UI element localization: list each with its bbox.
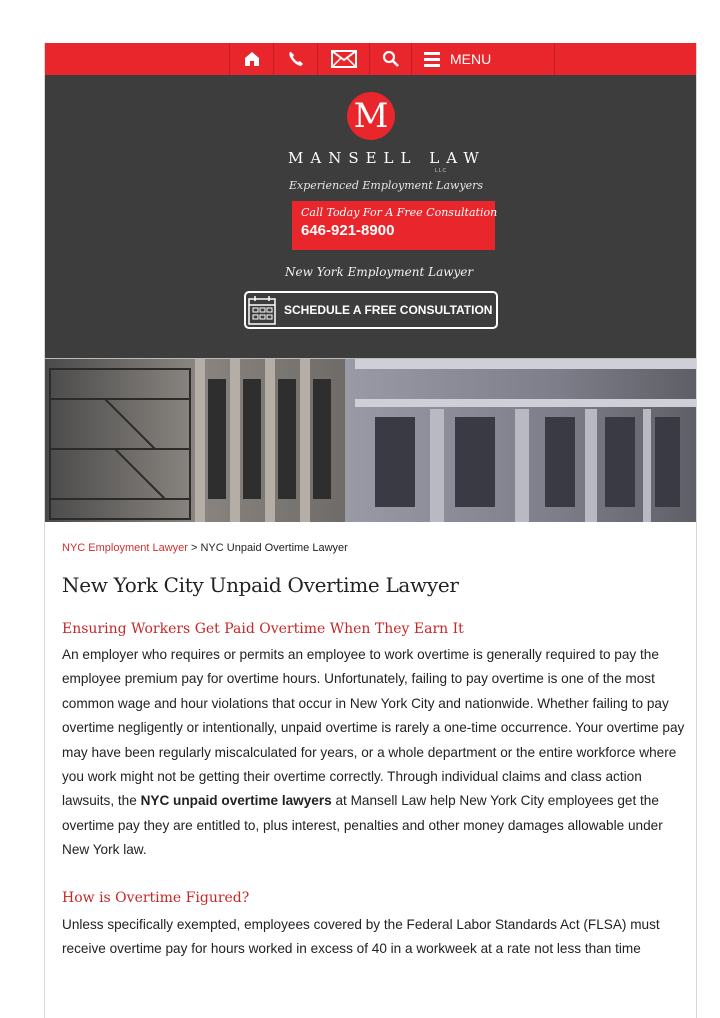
calendar-icon: [248, 295, 276, 325]
tagline: Experienced Employment Lawyers: [289, 179, 484, 192]
breadcrumb-link[interactable]: NYC Employment Lawyer: [62, 542, 188, 554]
schedule-consultation-button[interactable]: [244, 291, 498, 329]
breadcrumb-separator: >: [187, 542, 201, 554]
buildings-illustration: [45, 359, 697, 522]
paragraph-2: Unless specifically exempted, employees covered by the Federal Labor Standards Act (FLSA) must receive overtime pay for hours worked in excess of 40 in a workweek at a rate not less than time: [62, 917, 660, 957]
paragraph-1-text-b: at Mansell Law help New York City employees get the overtime pay they are entitled to, plus interest, penalties and other money damages allowable under New York law.: [62, 793, 663, 858]
call-box[interactable]: [292, 201, 498, 250]
logo-name[interactable]: MANSELL LAW: [288, 149, 486, 167]
search-button[interactable]: [369, 43, 411, 75]
hero-image: [45, 358, 697, 522]
search-icon: [382, 50, 400, 68]
breadcrumb-current: NYC Unpaid Overtime Lawyer: [200, 542, 348, 554]
page-title: New York City Unpaid Overtime Lawyer: [62, 573, 459, 597]
top-nav-bar: [45, 43, 697, 75]
page-frame: [44, 43, 697, 1018]
breadcrumb: [62, 542, 348, 554]
logo-suffix: LLC: [435, 168, 448, 174]
site-header: [45, 75, 697, 358]
call-text: Call Today For A Free Consultation: [301, 206, 498, 219]
phone-number[interactable]: 646-921-8900: [301, 222, 395, 239]
section-heading-1: Ensuring Workers Get Paid Overtime When They Earn It: [62, 621, 464, 637]
phone-button[interactable]: [273, 43, 317, 75]
menu-button[interactable]: [411, 43, 555, 75]
header-subtitle: New York Employment Lawyer: [285, 265, 474, 279]
menu-label: MENU: [450, 51, 492, 67]
paragraph-1-text-a: An employer who requires or permits an employee to work overtime is generally required to pay the employee premium pay for overtime hours. Unfortunately, failing to pay overtime is one of the most common wage and hour violations that occur in New York City and nationwide. Whether failing to pay overtime negligently or intentionally, unpaid overtime is rarely a one-time occurrence. Your overtime pay may have been regularly miscalculated for years, or a whole department or the entire workforce where you work might not be getting their overtime correctly. Through individual claims and class action lawsuits, the: [62, 647, 685, 809]
home-button[interactable]: [229, 43, 273, 75]
paragraph-1-bold[interactable]: NYC unpaid overtime lawyers: [140, 793, 332, 809]
section-heading-2: How is Overtime Figured?: [62, 890, 250, 906]
hamburger-icon: [424, 52, 440, 67]
logo-mark[interactable]: M: [347, 92, 395, 140]
phone-icon: [287, 50, 305, 68]
paragraph-1: [62, 643, 687, 863]
mail-button[interactable]: [317, 43, 369, 75]
mail-icon: [331, 50, 357, 68]
nav-button-group: [229, 43, 555, 75]
schedule-label: SCHEDULE A FREE CONSULTATION: [284, 303, 493, 317]
home-icon: [243, 50, 261, 68]
